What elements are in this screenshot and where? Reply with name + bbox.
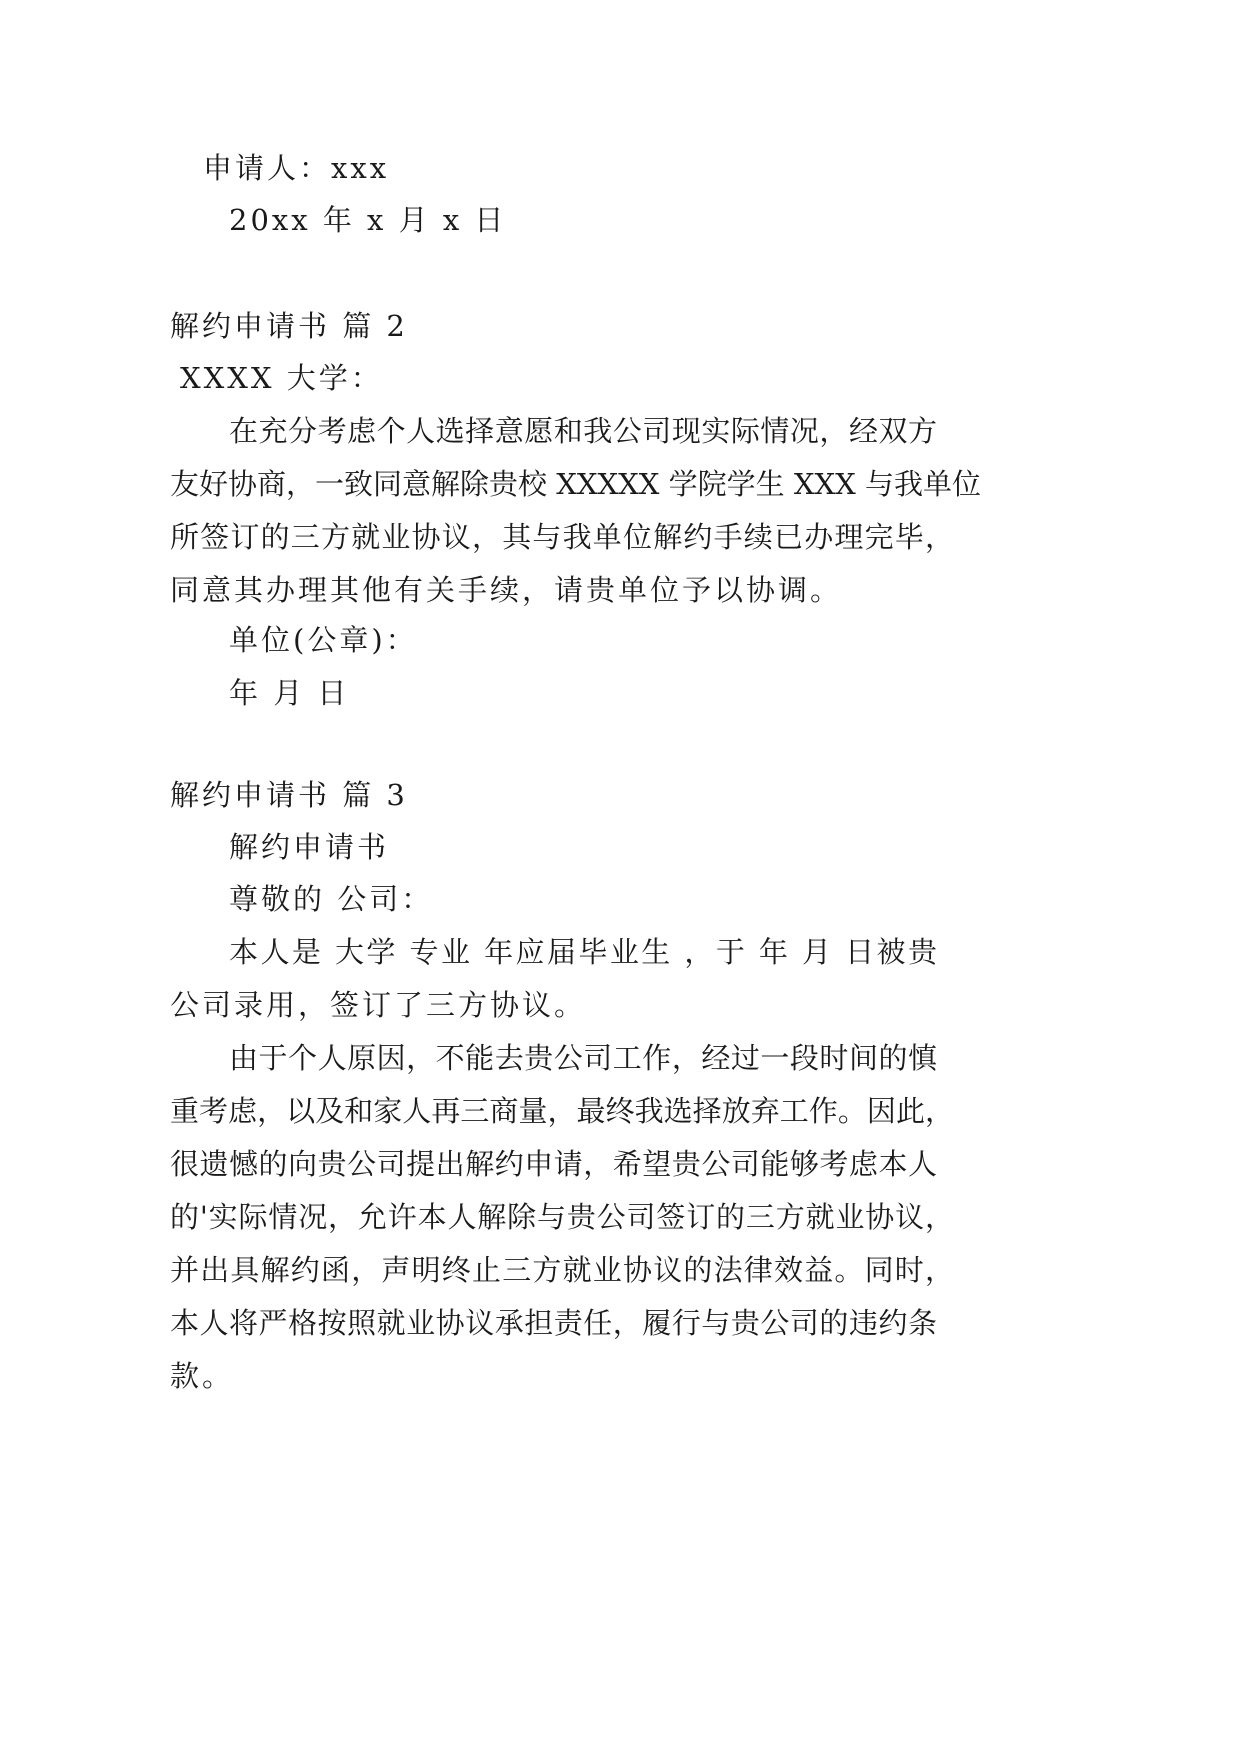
date-blank-line: 年 月 日: [229, 676, 350, 710]
paragraph-line: 友好协商，一致同意解除贵校 XXXXX 学院学生 XXX 与我单位: [170, 467, 982, 501]
section-heading-3: 解约申请书 篇 3: [170, 778, 408, 812]
paragraph-line: 所签订的三方就业协议，其与我单位解约手续已办理完毕，: [170, 520, 954, 554]
salutation: 尊敬的 公司：: [229, 882, 434, 916]
paragraph-line: 款。: [170, 1359, 235, 1393]
paragraph-line: 并出具解约函，声明终止三方就业协议的法律效益。同时，: [170, 1253, 954, 1287]
paragraph-line: 本人是 大学 专业 年应届毕业生 ，于 年 月 日被贵: [229, 935, 937, 969]
document-title: 解约申请书: [229, 830, 390, 864]
paragraph-line: 由于个人原因，不能去贵公司工作，经过一段时间的慎: [229, 1041, 937, 1075]
applicant-line: 申请人：xxx: [203, 151, 390, 185]
addressee: XXXX 大学：: [180, 361, 383, 395]
paragraph-line: 重考虑，以及和家人再三商量，最终我选择放弃工作。因此，: [170, 1094, 954, 1128]
unit-seal-line: 单位(公章)：: [229, 623, 418, 657]
date-line: 20xx 年 x 月 x 日: [229, 203, 507, 237]
paragraph-line: 本人将严格按照就业协议承担责任，履行与贵公司的违约条: [170, 1306, 937, 1340]
paragraph-line: 很遗憾的向贵公司提出解约申请，希望贵公司能够考虑本人: [170, 1147, 937, 1181]
paragraph-line: 公司录用，签订了三方协议。: [170, 988, 587, 1022]
section-heading-2: 解约申请书 篇 2: [170, 309, 408, 343]
paragraph-line: 的'实际情况，允许本人解除与贵公司签订的三方就业协议，: [170, 1200, 954, 1234]
paragraph-line: 在充分考虑个人选择意愿和我公司现实际情况，经双方: [229, 414, 937, 448]
paragraph-line: 同意其办理其他有关手续，请贵单位予以协调。: [170, 573, 843, 607]
